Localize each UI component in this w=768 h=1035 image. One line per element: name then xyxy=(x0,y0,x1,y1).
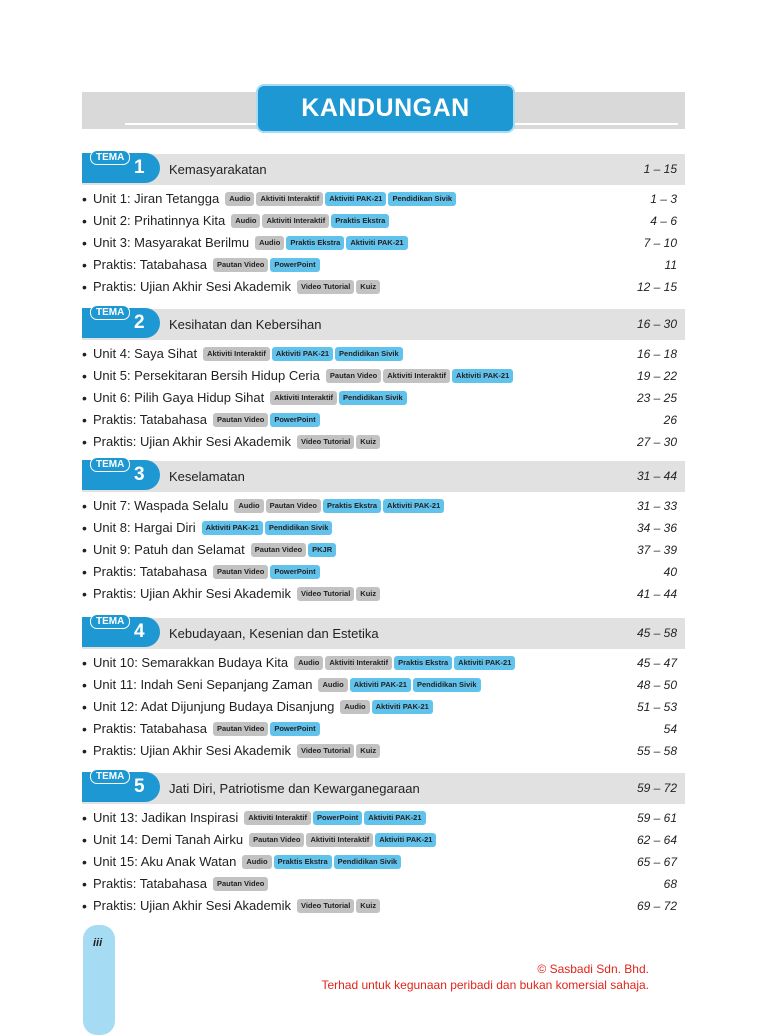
tema-badge xyxy=(82,308,160,338)
entry-page-range: 68 xyxy=(663,877,677,891)
resource-tag[interactable]: Pautan Video xyxy=(251,543,306,557)
resource-tags xyxy=(297,280,380,294)
entry-page-range: 41 – 44 xyxy=(636,587,677,601)
resource-tag[interactable]: Audio xyxy=(318,678,347,692)
entry-page-range: 62 – 64 xyxy=(636,833,677,847)
entry-page-range: 37 – 39 xyxy=(636,543,677,557)
entry-title: Unit 1: Jiran Tetangga xyxy=(93,191,220,206)
resource-tag[interactable]: Pautan Video xyxy=(266,499,321,513)
resource-tag[interactable]: PowerPoint xyxy=(270,565,319,579)
entry-page-range: 48 – 50 xyxy=(636,678,677,692)
resource-tag[interactable]: Pendidikan Sivik xyxy=(388,192,456,206)
bullet-icon: • xyxy=(82,434,87,450)
entry-page-range: 34 – 36 xyxy=(636,521,677,535)
page-title: KANDUNGAN xyxy=(258,86,513,131)
bullet-icon: • xyxy=(82,257,87,273)
resource-tag[interactable]: Praktis Ekstra xyxy=(331,214,389,228)
resource-tags xyxy=(244,811,425,825)
resource-tag[interactable]: PowerPoint xyxy=(270,258,319,272)
entry-title: Unit 10: Semarakkan Budaya Kita xyxy=(93,655,289,670)
tema-header xyxy=(82,309,685,340)
resource-tags xyxy=(326,369,513,383)
tema-title: Kemasyarakatan xyxy=(169,162,267,177)
entry-page-range: 54 xyxy=(663,722,677,736)
resource-tag[interactable]: Pautan Video xyxy=(213,877,268,891)
toc-entry xyxy=(82,808,685,828)
tema-number: 3 xyxy=(134,464,145,485)
bullet-icon: • xyxy=(82,279,87,295)
resource-tag[interactable]: Aktiviti Interaktif xyxy=(306,833,373,847)
bullet-icon: • xyxy=(82,876,87,892)
resource-tag[interactable]: Aktiviti PAK-21 xyxy=(350,678,411,692)
entry-title: Praktis: Ujian Akhir Sesi Akademik xyxy=(93,434,291,449)
resource-tag[interactable]: Pautan Video xyxy=(213,722,268,736)
page-number: iii xyxy=(93,937,103,949)
entry-page-range: 19 – 22 xyxy=(636,369,677,383)
entry-title: Praktis: Tatabahasa xyxy=(93,721,207,736)
toc-entry xyxy=(82,697,685,717)
resource-tag[interactable]: Audio xyxy=(231,214,260,228)
bullet-icon: • xyxy=(82,832,87,848)
toc-entry xyxy=(82,388,685,408)
bullet-icon: • xyxy=(82,721,87,737)
resource-tag[interactable]: Audio xyxy=(225,192,254,206)
bullet-icon: • xyxy=(82,743,87,759)
resource-tag[interactable]: Audio xyxy=(294,656,323,670)
tema-label: TEMA xyxy=(90,769,130,784)
entry-page-range: 45 – 47 xyxy=(636,656,677,670)
resource-tag[interactable]: Pautan Video xyxy=(213,413,268,427)
resource-tag[interactable]: PKJR xyxy=(308,543,336,557)
resource-tag[interactable]: Audio xyxy=(234,499,263,513)
resource-tag[interactable]: Aktiviti PAK-21 xyxy=(272,347,333,361)
resource-tag[interactable]: Praktis Ekstra xyxy=(286,236,344,250)
resource-tags xyxy=(270,391,406,405)
toc-entry xyxy=(82,255,685,275)
entry-title: Praktis: Ujian Akhir Sesi Akademik xyxy=(93,279,291,294)
resource-tags xyxy=(234,499,444,513)
resource-tag[interactable]: Video Tutorial xyxy=(297,435,354,449)
entry-page-range: 69 – 72 xyxy=(636,899,677,913)
resource-tag[interactable]: Video Tutorial xyxy=(297,744,354,758)
resource-tag[interactable]: Kuiz xyxy=(356,587,380,601)
entry-title: Praktis: Tatabahasa xyxy=(93,412,207,427)
entry-page-range: 12 – 15 xyxy=(636,280,677,294)
resource-tag[interactable]: PowerPoint xyxy=(270,413,319,427)
copyright-text: © Sasbadi Sdn. Bhd. xyxy=(537,962,649,976)
tema-page-range: 1 – 15 xyxy=(643,162,677,176)
resource-tag[interactable]: Pautan Video xyxy=(249,833,304,847)
entry-title: Unit 7: Waspada Selalu xyxy=(93,498,229,513)
entry-title: Unit 9: Patuh dan Selamat xyxy=(93,542,245,557)
bullet-icon: • xyxy=(82,699,87,715)
tema-header xyxy=(82,773,685,804)
toc-entry xyxy=(82,741,685,761)
toc-entry xyxy=(82,518,685,538)
bullet-icon: • xyxy=(82,368,87,384)
entry-title: Unit 2: Prihatinnya Kita xyxy=(93,213,226,228)
bullet-icon: • xyxy=(82,810,87,826)
resource-tag[interactable]: PowerPoint xyxy=(313,811,362,825)
resource-tag[interactable]: Aktiviti Interaktif xyxy=(244,811,311,825)
bullet-icon: • xyxy=(82,854,87,870)
toc-entry xyxy=(82,874,685,894)
resource-tags xyxy=(203,347,403,361)
resource-tag[interactable]: Audio xyxy=(340,700,369,714)
tema-page-range: 16 – 30 xyxy=(636,317,677,331)
resource-tag[interactable]: Audio xyxy=(255,236,284,250)
tema-label: TEMA xyxy=(90,614,130,629)
resource-tags xyxy=(249,833,436,847)
resource-tag[interactable]: Aktiviti PAK-21 xyxy=(375,833,436,847)
entry-page-range: 65 – 67 xyxy=(636,855,677,869)
resource-tags xyxy=(340,700,432,714)
entry-page-range: 27 – 30 xyxy=(636,435,677,449)
bullet-icon: • xyxy=(82,346,87,362)
tema-page-range: 59 – 72 xyxy=(636,781,677,795)
entry-title: Unit 13: Jadikan Inspirasi xyxy=(93,810,239,825)
entry-title: Praktis: Tatabahasa xyxy=(93,564,207,579)
resource-tag[interactable]: Aktiviti PAK-21 xyxy=(383,499,444,513)
tema-number: 1 xyxy=(134,157,145,178)
tema-title: Kesihatan dan Kebersihan xyxy=(169,317,322,332)
resource-tag[interactable]: Pendidikan Sivik xyxy=(335,347,403,361)
toc-entry xyxy=(82,189,685,209)
bullet-icon: • xyxy=(82,390,87,406)
resource-tag[interactable]: Pendidikan Sivik xyxy=(339,391,407,405)
entry-page-range: 16 – 18 xyxy=(636,347,677,361)
toc-entry xyxy=(82,366,685,386)
resource-tag[interactable]: Video Tutorial xyxy=(297,280,354,294)
toc-entry xyxy=(82,211,685,231)
entry-page-range: 55 – 58 xyxy=(636,744,677,758)
entry-page-range: 31 – 33 xyxy=(636,499,677,513)
entry-title: Unit 15: Aku Anak Watan xyxy=(93,854,237,869)
toc-entry xyxy=(82,852,685,872)
toc-entry xyxy=(82,830,685,850)
toc-entry xyxy=(82,584,685,604)
bullet-icon: • xyxy=(82,235,87,251)
bullet-icon: • xyxy=(82,898,87,914)
entry-page-range: 59 – 61 xyxy=(636,811,677,825)
resource-tag[interactable]: Kuiz xyxy=(356,899,380,913)
entry-page-range: 1 – 3 xyxy=(650,192,677,206)
toc-entry xyxy=(82,344,685,364)
entry-page-range: 11 xyxy=(664,258,677,272)
resource-tag[interactable]: Aktiviti PAK-21 xyxy=(454,656,515,670)
copyright-notice xyxy=(321,961,649,993)
resource-tag[interactable]: Pautan Video xyxy=(213,258,268,272)
tema-label: TEMA xyxy=(90,305,130,320)
resource-tag[interactable]: Praktis Ekstra xyxy=(394,656,452,670)
tema-page-range: 31 – 44 xyxy=(636,469,677,483)
bullet-icon: • xyxy=(82,520,87,536)
resource-tag[interactable]: Pendidikan Sivik xyxy=(334,855,402,869)
resource-tag[interactable]: Aktiviti Interaktif xyxy=(325,656,392,670)
resource-tags xyxy=(213,258,320,272)
resource-tag[interactable]: Aktiviti PAK-21 xyxy=(372,700,433,714)
resource-tag[interactable]: Video Tutorial xyxy=(297,587,354,601)
resource-tag[interactable]: Pautan Video xyxy=(326,369,381,383)
toc-entry xyxy=(82,675,685,695)
resource-tag[interactable]: Aktiviti PAK-21 xyxy=(325,192,386,206)
entry-title: Praktis: Ujian Akhir Sesi Akademik xyxy=(93,743,291,758)
tema-badge xyxy=(82,772,160,802)
resource-tags xyxy=(242,855,401,869)
tema-page-range: 45 – 58 xyxy=(636,626,677,640)
resource-tag[interactable]: Aktiviti Interaktif xyxy=(203,347,270,361)
entry-page-range: 51 – 53 xyxy=(636,700,677,714)
resource-tags xyxy=(294,656,515,670)
bullet-icon: • xyxy=(82,542,87,558)
tema-badge xyxy=(82,153,160,183)
resource-tag[interactable]: Aktiviti Interaktif xyxy=(256,192,323,206)
resource-tag[interactable]: Praktis Ekstra xyxy=(274,855,332,869)
resource-tags xyxy=(318,678,480,692)
bullet-icon: • xyxy=(82,498,87,514)
toc-entry xyxy=(82,653,685,673)
resource-tag[interactable]: Aktiviti PAK-21 xyxy=(346,236,407,250)
resource-tags xyxy=(213,565,320,579)
resource-tag[interactable]: Kuiz xyxy=(356,744,380,758)
resource-tag[interactable]: Kuiz xyxy=(356,280,380,294)
bullet-icon: • xyxy=(82,586,87,602)
toc-entry xyxy=(82,896,685,916)
resource-tag[interactable]: Pendidikan Sivik xyxy=(413,678,481,692)
resource-tags xyxy=(213,877,268,891)
entry-title: Unit 4: Saya Sihat xyxy=(93,346,198,361)
resource-tag[interactable]: Video Tutorial xyxy=(297,899,354,913)
resource-tag[interactable]: Aktiviti Interaktif xyxy=(262,214,329,228)
entry-page-range: 7 – 10 xyxy=(643,236,677,250)
entry-title: Unit 3: Masyarakat Berilmu xyxy=(93,235,250,250)
toc-entry xyxy=(82,719,685,739)
entry-title: Praktis: Ujian Akhir Sesi Akademik xyxy=(93,586,291,601)
resource-tag[interactable]: Praktis Ekstra xyxy=(323,499,381,513)
tema-badge xyxy=(82,617,160,647)
entry-title: Unit 6: Pilih Gaya Hidup Sihat xyxy=(93,390,265,405)
bullet-icon: • xyxy=(82,213,87,229)
tema-header xyxy=(82,154,685,185)
resource-tag[interactable]: Aktiviti PAK-21 xyxy=(202,521,263,535)
resource-tag[interactable]: Pendidikan Sivik xyxy=(265,521,333,535)
entry-page-range: 4 – 6 xyxy=(650,214,677,228)
resource-tag[interactable]: Aktiviti PAK-21 xyxy=(364,811,425,825)
resource-tag[interactable]: Aktiviti Interaktif xyxy=(270,391,337,405)
tema-title: Jati Diri, Patriotisme dan Kewarganegaraan xyxy=(169,781,420,796)
tema-label: TEMA xyxy=(90,457,130,472)
resource-tag[interactable]: Aktiviti PAK-21 xyxy=(452,369,513,383)
resource-tag[interactable]: Aktiviti Interaktif xyxy=(383,369,450,383)
toc-entry xyxy=(82,540,685,560)
tema-title: Kebudayaan, Kesenian dan Estetika xyxy=(169,626,379,641)
resource-tags xyxy=(213,413,320,427)
toc-entry xyxy=(82,233,685,253)
entry-title: Unit 8: Hargai Diri xyxy=(93,520,196,535)
resource-tag[interactable]: Audio xyxy=(242,855,271,869)
resource-tags xyxy=(225,192,456,206)
entry-title: Unit 11: Indah Seni Sepanjang Zaman xyxy=(93,677,313,692)
resource-tag[interactable]: Kuiz xyxy=(356,435,380,449)
tema-header xyxy=(82,618,685,649)
tema-number: 2 xyxy=(134,312,145,333)
resource-tags xyxy=(255,236,408,250)
entry-title: Praktis: Ujian Akhir Sesi Akademik xyxy=(93,898,291,913)
resource-tags xyxy=(297,899,380,913)
resource-tags xyxy=(297,587,380,601)
resource-tags xyxy=(231,214,389,228)
bullet-icon: • xyxy=(82,655,87,671)
toc-entry xyxy=(82,410,685,430)
resource-tags xyxy=(297,435,380,449)
bullet-icon: • xyxy=(82,564,87,580)
entry-page-range: 23 – 25 xyxy=(636,391,677,405)
tema-number: 4 xyxy=(134,621,145,642)
entry-page-range: 26 xyxy=(663,413,677,427)
toc-entry xyxy=(82,496,685,516)
entry-title: Praktis: Tatabahasa xyxy=(93,876,207,891)
resource-tags xyxy=(213,722,320,736)
resource-tags xyxy=(297,744,380,758)
toc-entry xyxy=(82,277,685,297)
entry-title: Unit 12: Adat Dijunjung Budaya Disanjung xyxy=(93,699,335,714)
toc-entry xyxy=(82,562,685,582)
tema-badge xyxy=(82,460,160,490)
bullet-icon: • xyxy=(82,191,87,207)
resource-tag[interactable]: Pautan Video xyxy=(213,565,268,579)
bullet-icon: • xyxy=(82,412,87,428)
resource-tag[interactable]: PowerPoint xyxy=(270,722,319,736)
entry-title: Unit 5: Persekitaran Bersih Hidup Ceria xyxy=(93,368,320,383)
entry-title: Unit 14: Demi Tanah Airku xyxy=(93,832,244,847)
tema-label: TEMA xyxy=(90,150,130,165)
tema-header xyxy=(82,461,685,492)
resource-tags xyxy=(251,543,336,557)
entry-title: Praktis: Tatabahasa xyxy=(93,257,207,272)
toc-entry xyxy=(82,432,685,452)
resource-tags xyxy=(202,521,333,535)
tema-title: Keselamatan xyxy=(169,469,245,484)
usage-notice: Terhad untuk kegunaan peribadi dan bukan komersial sahaja. xyxy=(321,978,649,992)
bullet-icon: • xyxy=(82,677,87,693)
tema-number: 5 xyxy=(134,776,145,797)
entry-page-range: 40 xyxy=(663,565,677,579)
